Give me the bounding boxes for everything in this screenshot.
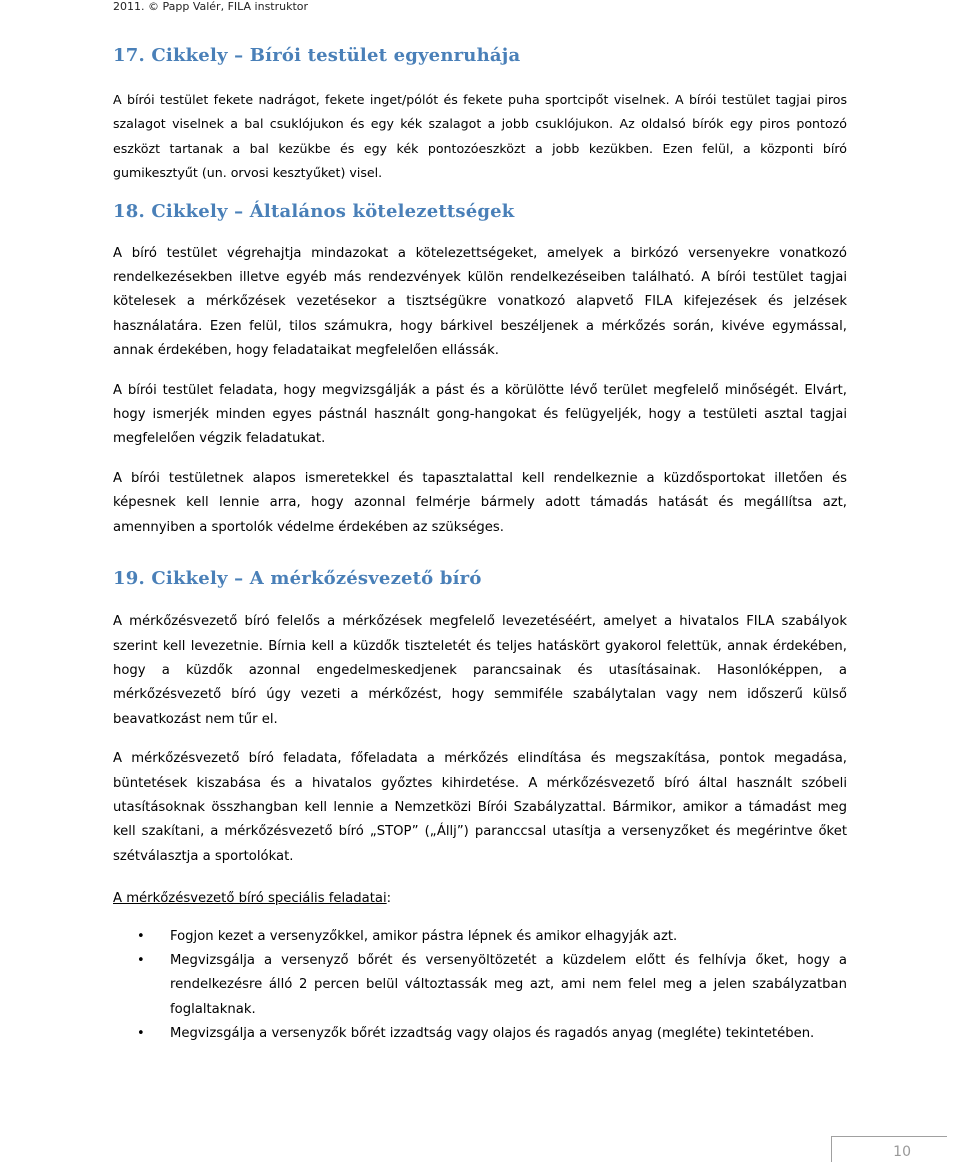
duties-title-text: A mérkőzésvezető bíró speciális feladatai [113, 891, 387, 907]
duties-title-colon: : [386, 891, 392, 907]
section-18-heading: 18. Cikkely – Általános kötelezettségek [113, 200, 515, 222]
bullet-icon: • [137, 1026, 145, 1042]
duties-title [113, 887, 847, 911]
section-19-paragraph: A mérkőzésvezető bíró feladata, főfeladata a mérkőzés elindítása és megszakítása, pontok megadása, büntetések kiszabása és a hivatalos győztes kihirdetése. A mérkőzésvezető bíró által használt szóbeli utasításoknak összhangban kell lennie a Nemzetközi Bírói Szabályzattal. Bármikor, amikor a támadást meg kell szakítani, a mérkőzésvezető bíró „STOP” („Állj”) paranccsal utasítja a versenyzőket és megérintve őket szétválasztja a sportolókat. [113, 751, 847, 864]
section-18-paragraph: A bírói testületnek alapos ismeretekkel és tapasztalattal kell rendelkeznie a küzdősportokat illetően és képesnek kell lennie arra, hogy azonnal felmérje bármely adott támadás hatását és megállítsa azt, amennyiben a sportolók védelme érdekében az szükséges. [113, 470, 847, 535]
section-19-heading: 19. Cikkely – A mérkőzésvezető bíró [113, 568, 482, 590]
duties-list [113, 925, 847, 1047]
list-item-text: Fogjon kezet a versenyzőkkel, amikor pástra lépnek és amikor elhagyják azt. [170, 928, 678, 944]
section-17-heading: 17. Cikkely – Bírói testület egyenruhája [113, 45, 521, 66]
document-body [113, 42, 847, 1047]
page-number: 10 [893, 1144, 911, 1160]
section-18-paragraph: A bíró testület végrehajtja mindazokat a kötelezettségeket, amelyek a birkózó versenyekre vonatkozó rendelkezésekben illetve egyéb más rendezvények külön rendelkezéseiben található. A bírói testület tagjai kötelesek a mérkőzések vezetésekor a tisztségükre vonatkozó alapvető FILA kifejezések és jelzések használatára. Ezen felül, tilos számukra, hogy bárkivel beszéljenek a mérkőzés során, kivéve egymással, annak érdekében, hogy feladataikat megfelelően ellássák. [113, 245, 847, 359]
list-item [113, 949, 847, 1022]
bullet-icon: • [137, 952, 145, 968]
section-17-paragraph: A bírói testület fekete nadrágot, fekete inget/pólót és fekete puha sportcipőt viselnek. A bírói testület tagjai piros szalagot viselnek a bal csuklójukon és egy kék szalagot a jobb csuklójukon. Az oldalsó bírók egy piros pontozó eszközt tartanak a bal kezükbe és egy kék pontozóeszközt a jobb kezükben. Ezen felül, a központi bíró gumikesztyűt (un. orvosi kesztyűket) visel. [113, 92, 847, 181]
section-18-paragraph: A bírói testület feladata, hogy megvizsgálják a pást és a körülötte lévő terület megfelelő minőségét. Elvárt, hogy ismerjék minden egyes pástnál használt gong-hangokat és felügyeljék, hogy a testületi asztal tagjai megfelelően végzik feladatukat. [113, 382, 847, 447]
list-item-text: Megvizsgálja a versenyzők bőrét izzadtság vagy olajos és ragadós anyag (megléte) tekintetében. [170, 1026, 815, 1042]
bullet-icon: • [137, 928, 145, 944]
list-item-text: Megvizsgálja a versenyző bőrét és versenyöltözetét a küzdelem előtt és felhívja őket, hogy a rendelkezésre álló 2 percen belül változtassák meg azt, ami nem felel meg a jelen szabályzatban foglaltaknak. [170, 952, 847, 1017]
page-number-box [831, 1136, 947, 1162]
page-header: 2011. © Papp Valér, FILA instruktor [113, 0, 309, 13]
list-item [113, 925, 847, 949]
section-19-paragraph: A mérkőzésvezető bíró felelős a mérkőzések megfelelő levezetéséért, amelyet a hivatalos FILA szabályok szerint kell levezetnie. Bírnia kell a küzdők tiszteletét és teljes hatáskört gyakorol felettük, annak érdekében, hogy a küzdők azonnal engedelmeskedjenek parancsainak és utasításainak. Hasonlóképpen, a mérkőzésvezető bíró úgy vezeti a mérkőzést, hogy semmiféle szabálytalan vagy nem időszerű külső beavatkozást nem tűr el. [113, 614, 847, 727]
list-item [113, 1022, 847, 1046]
